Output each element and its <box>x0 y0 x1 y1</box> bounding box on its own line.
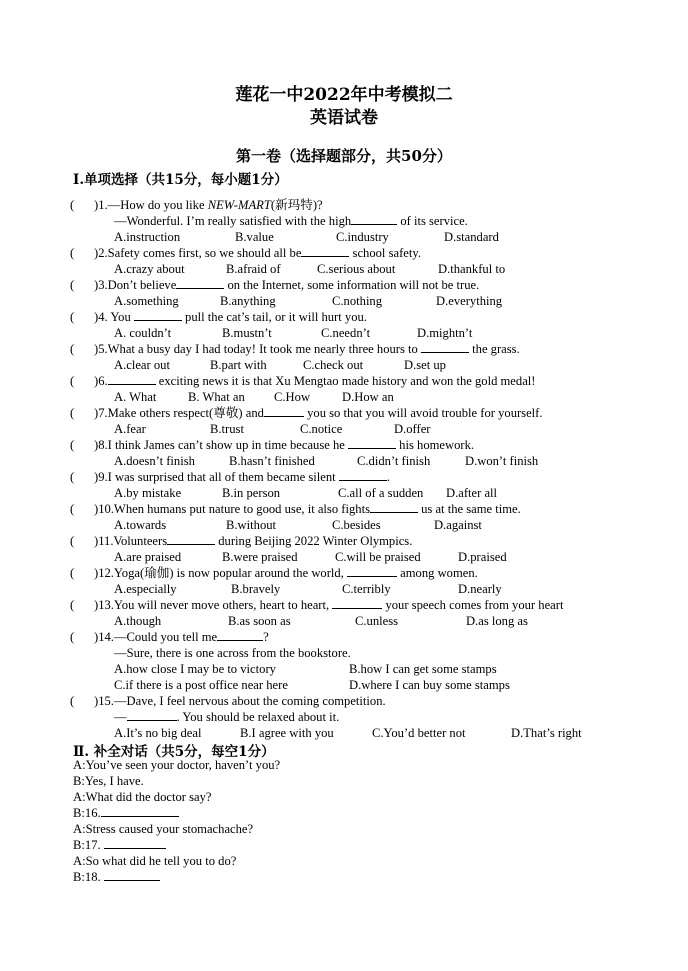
answer-blank <box>134 309 182 321</box>
q1-option-b: B.value <box>235 230 274 244</box>
answer-blank <box>127 709 177 721</box>
question-6-stem: ( )6. exciting news it is that Xu Mengtao made history and won the gold medal! <box>70 374 536 388</box>
q3-option-c: C.nothing <box>332 294 383 308</box>
q13-option-b: B.as soon as <box>228 614 291 628</box>
answer-blank <box>108 373 156 385</box>
answer-blank <box>339 469 387 481</box>
q14-option-a: A.how close I may be to victory <box>114 662 276 676</box>
q15-option-c: C.You’d better not <box>372 726 466 740</box>
q7-option-a: A.fear <box>114 422 146 436</box>
answer-bracket: ( <box>70 198 75 212</box>
q1-option-d: D.standard <box>444 230 499 244</box>
q9-option-c: C.all of a sudden <box>338 486 424 500</box>
question-11-stem: ( )11.Volunteers during Beijing 2022 Winter Olympics. <box>70 534 413 548</box>
dialogue-line-17: B:17. <box>73 837 166 853</box>
dialogue-line: A:So what did he tell you to do? <box>73 854 237 868</box>
question-15-response: — . You should be relaxed about it. <box>114 710 340 724</box>
q7-option-b: B.trust <box>210 422 244 436</box>
answer-blank <box>167 533 215 545</box>
answer-blank <box>347 565 397 577</box>
q8-option-d: D.won’t finish <box>465 454 539 468</box>
answer-blank <box>332 597 382 609</box>
q11-option-d: D.praised <box>458 550 507 564</box>
part-one-title: 第一卷（选择题部分，共50分） <box>236 147 452 165</box>
answer-blank <box>104 837 166 849</box>
question-5-stem: ( )5.What a busy day I had today! It took me nearly three hours to the grass. <box>70 342 520 356</box>
q11-option-a: A.are praised <box>114 550 182 564</box>
dialogue-line: B:Yes, I have. <box>73 774 144 788</box>
q3-option-d: D.everything <box>436 294 503 308</box>
q14-option-b: B.how I can get some stamps <box>349 662 497 676</box>
q1-option-c: C.industry <box>336 230 389 244</box>
question-12-stem: ( )12.Yoga(瑜伽) is now popular around the world, among women. <box>70 566 478 580</box>
q11-option-b: B.were praised <box>222 550 298 564</box>
q7-option-c: C.notice <box>300 422 343 436</box>
q9-option-b: B.in person <box>222 486 281 500</box>
q4-option-b: B.mustn’t <box>222 326 272 340</box>
dialogue-line: A:What did the doctor say? <box>73 790 212 804</box>
q7-option-d: D.offer <box>394 422 431 436</box>
question-14-stem: ( )14.—Could you tell me ? <box>70 630 269 644</box>
q3-option-b: B.anything <box>220 294 276 308</box>
q1-option-a: A.instruction <box>114 230 181 244</box>
q14-option-d: D.where I can buy some stamps <box>349 678 510 692</box>
q12-option-c: C.terribly <box>342 582 391 596</box>
question-2-stem: ( )2.Safety comes first, so we should all be school safety. <box>70 246 421 260</box>
q5-option-d: D.set up <box>404 358 446 372</box>
question-15-stem: ( )15.—Dave, I feel nervous about the coming competition. <box>70 694 386 708</box>
answer-blank <box>264 405 304 417</box>
q15-option-b: B.I agree with you <box>240 726 334 740</box>
answer-blank <box>104 869 160 881</box>
answer-blank <box>101 805 179 817</box>
q6-option-a: A. What <box>114 390 157 404</box>
q5-option-b: B.part with <box>210 358 267 372</box>
q2-option-a: A.crazy about <box>114 262 185 276</box>
q14-option-c: C.if there is a post office near here <box>114 678 288 692</box>
q15-option-d: D.That’s right <box>511 726 582 740</box>
dialogue-line-16: B:16. <box>73 805 179 821</box>
q10-option-a: A.towards <box>114 518 167 532</box>
dialogue-line: A:You’ve seen your doctor, haven’t you? <box>73 758 281 772</box>
q2-option-b: B.afraid of <box>226 262 281 276</box>
q4-option-d: D.mightn’t <box>417 326 473 340</box>
q13-option-a: A.though <box>114 614 162 628</box>
answer-blank <box>176 277 224 289</box>
answer-blank <box>421 341 469 353</box>
q12-option-a: A.especially <box>114 582 177 596</box>
q15-option-a: A.It’s no big deal <box>114 726 202 740</box>
question-7-stem: ( )7.Make others respect(尊敬) and you so that you will avoid trouble for yourself. <box>70 406 543 420</box>
answer-blank <box>351 213 397 225</box>
q13-option-c: C.unless <box>355 614 399 628</box>
section-one-heading: Ⅰ.单项选择（共15分，每小题1分） <box>73 172 288 188</box>
q6-option-d: D.How an <box>342 390 394 404</box>
q5-option-a: A.clear out <box>114 358 170 372</box>
q6-option-b: B. What an <box>188 390 245 404</box>
q12-option-d: D.nearly <box>458 582 502 596</box>
q10-option-b: B.without <box>226 518 277 532</box>
section-two-heading: Ⅱ. 补全对话（共5分，每空1分） <box>73 744 275 760</box>
q10-option-c: C.besides <box>332 518 381 532</box>
q4-option-c: C.needn’t <box>321 326 371 340</box>
q2-option-c: C.serious about <box>317 262 396 276</box>
q12-option-b: B.bravely <box>231 582 281 596</box>
question-8-stem: ( )8.I think James can’t show up in time because he his homework. <box>70 438 475 452</box>
q8-option-a: A.doesn’t finish <box>114 454 195 468</box>
q9-option-d: D.after all <box>446 486 498 500</box>
dialogue-line: A:Stress caused your stomachache? <box>73 822 254 836</box>
answer-blank <box>348 437 396 449</box>
q8-option-b: B.hasn’t finished <box>229 454 315 468</box>
q8-option-c: C.didn’t finish <box>357 454 431 468</box>
q9-option-a: A.by mistake <box>114 486 182 500</box>
question-1-stem: ( )1.—How do you like NEW-MART(新玛特)? <box>70 198 323 212</box>
question-13-stem: ( )13.You will never move others, heart to heart, your speech comes from your heart <box>70 598 564 612</box>
q13-option-d: D.as long as <box>466 614 528 628</box>
q5-option-c: C.check out <box>303 358 364 372</box>
q6-option-c: C.How <box>274 390 311 404</box>
q3-option-a: A.something <box>114 294 179 308</box>
q10-option-d: D.against <box>434 518 482 532</box>
answer-blank <box>301 245 349 257</box>
exam-subtitle: 英语试卷 <box>310 108 378 128</box>
dialogue-line-18: B:18. <box>73 869 160 885</box>
q11-option-c: C.will be praised <box>335 550 421 564</box>
answer-blank <box>217 629 263 641</box>
q2-option-d: D.thankful to <box>438 262 506 276</box>
question-10-stem: ( )10.When humans put nature to good use, it also fights us at the same time. <box>70 502 521 516</box>
question-14-response: —Sure, there is one across from the bookstore. <box>114 646 351 660</box>
answer-blank <box>370 501 418 513</box>
q4-option-a: A. couldn’t <box>114 326 172 340</box>
question-3-stem: ( )3.Don’t believe on the Internet, some information will not be true. <box>70 278 480 292</box>
exam-title: 莲花一中2022年中考模拟二 <box>235 85 453 105</box>
question-1-response: —Wonderful. I’m really satisfied with the high of its service. <box>114 214 468 228</box>
question-4-stem: ( )4. You pull the cat’s tail, or it will hurt you. <box>70 310 367 324</box>
question-9-stem: ( )9.I was surprised that all of them became silent . <box>70 470 390 484</box>
